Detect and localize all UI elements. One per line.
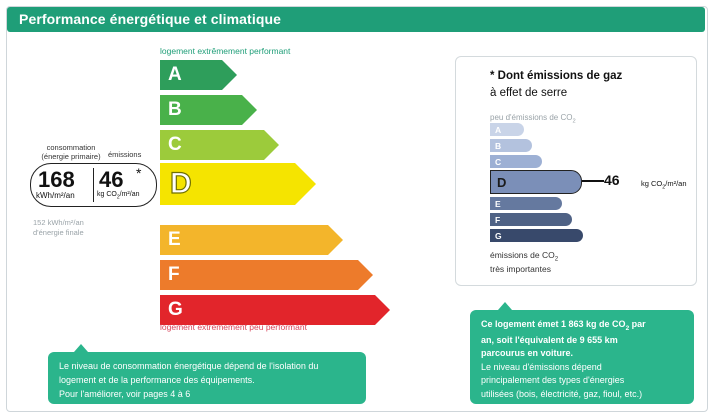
energy-bar-g xyxy=(160,295,375,325)
emission-unit: kg $CO_2/m^2/an$ xyxy=(97,191,140,201)
header-bar xyxy=(7,7,705,32)
callout-left-line2: logement et de la performance des équipements. xyxy=(59,374,255,385)
value-divider xyxy=(93,168,94,202)
energy-value-box xyxy=(30,163,157,207)
co2-bar-c-letter: C xyxy=(495,156,502,167)
co2-bar-f xyxy=(490,213,572,226)
energy-bar-d-selected xyxy=(160,163,310,205)
co2-bar-c xyxy=(490,155,542,168)
energy-bar-f xyxy=(160,260,358,290)
emission-star: * xyxy=(136,165,142,181)
primary-energy-unit: kWh/m²/an xyxy=(36,191,75,200)
energy-bar-d-letter: D xyxy=(170,167,192,200)
energy-bar-f-letter: F xyxy=(168,264,180,285)
energy-bar-c-letter: C xyxy=(168,134,182,155)
callout-left-text xyxy=(59,360,318,402)
callout-left-tick xyxy=(74,344,88,352)
energy-bar-e-letter: E xyxy=(168,229,181,250)
callout-right xyxy=(470,310,694,404)
energy-caption-top: logement extrêmement performant xyxy=(160,46,291,56)
co2-caption-bottom: émissions de $CO_2$ très importantes xyxy=(490,250,559,274)
energy-caption-bottom: logement extrêmement peu performant xyxy=(160,322,307,332)
energy-bar-b-letter: B xyxy=(168,99,182,120)
callout-right-line6: utilisées (bois, électricité, gaz, fioul, etc.) xyxy=(481,388,643,399)
callout-left-line1: Le niveau de consommation énergétique dépend de l'isolation du xyxy=(59,361,319,371)
final-energy-note: 152 kWh/m²/an d'énergie finale xyxy=(33,218,84,237)
co2-bar-e-letter: E xyxy=(495,198,501,209)
co2-caption-top: peu d'émissions de $CO_2$ xyxy=(490,113,576,125)
callout-right-text xyxy=(481,318,646,401)
energy-bar-a xyxy=(160,60,222,90)
callout-left xyxy=(48,352,366,404)
primary-energy-value: 168 xyxy=(38,167,75,192)
co2-bar-f-letter: F xyxy=(495,214,501,225)
co2-bar-g-letter: G xyxy=(495,230,502,241)
co2-bar-g xyxy=(490,229,583,242)
energy-bar-e xyxy=(160,225,328,255)
co2-title-line2: à effet de serre xyxy=(490,86,568,99)
co2-title-line1: * Dont émissions de gaz xyxy=(490,70,623,82)
callout-right-line5: principalement des types d'énergies xyxy=(481,375,625,386)
page-title: Performance énergétique et climatique xyxy=(19,11,282,27)
emission-value: 46 xyxy=(99,167,124,192)
co2-bar-b-letter: B xyxy=(495,140,502,151)
callout-right-bold: Ce logement émet 1 863 kg de $CO_2$ par an, soit l'équivalent de 9 655 km parcourus en voiture. xyxy=(481,319,646,359)
co2-bar-d-selected xyxy=(490,170,582,194)
co2-leader-line xyxy=(582,180,604,182)
energy-bar-c xyxy=(160,130,264,160)
callout-left-line3: Pour l'améliorer, voir pages 4 à 6 xyxy=(59,388,191,399)
co2-bar-d-letter: D xyxy=(497,174,507,190)
label-emissions: émissions xyxy=(108,150,142,159)
co2-value: 46 xyxy=(604,172,620,188)
co2-bar-b xyxy=(490,139,532,152)
callout-right-line4: Le niveau d'émissions dépend xyxy=(481,361,602,372)
co2-bar-e xyxy=(490,197,562,210)
label-consumption: consommation (énergie primaire) xyxy=(41,143,101,162)
co2-bar-a-letter: A xyxy=(495,124,502,135)
co2-panel-title xyxy=(490,68,622,101)
co2-bar-a xyxy=(490,123,524,136)
energy-bar-a-letter: A xyxy=(168,64,182,85)
energy-bar-g-letter: G xyxy=(168,299,183,320)
co2-value-unit: kg $CO_2/m^2/an$ xyxy=(641,179,687,191)
energy-bar-b xyxy=(160,95,242,125)
callout-right-tick xyxy=(498,302,512,310)
